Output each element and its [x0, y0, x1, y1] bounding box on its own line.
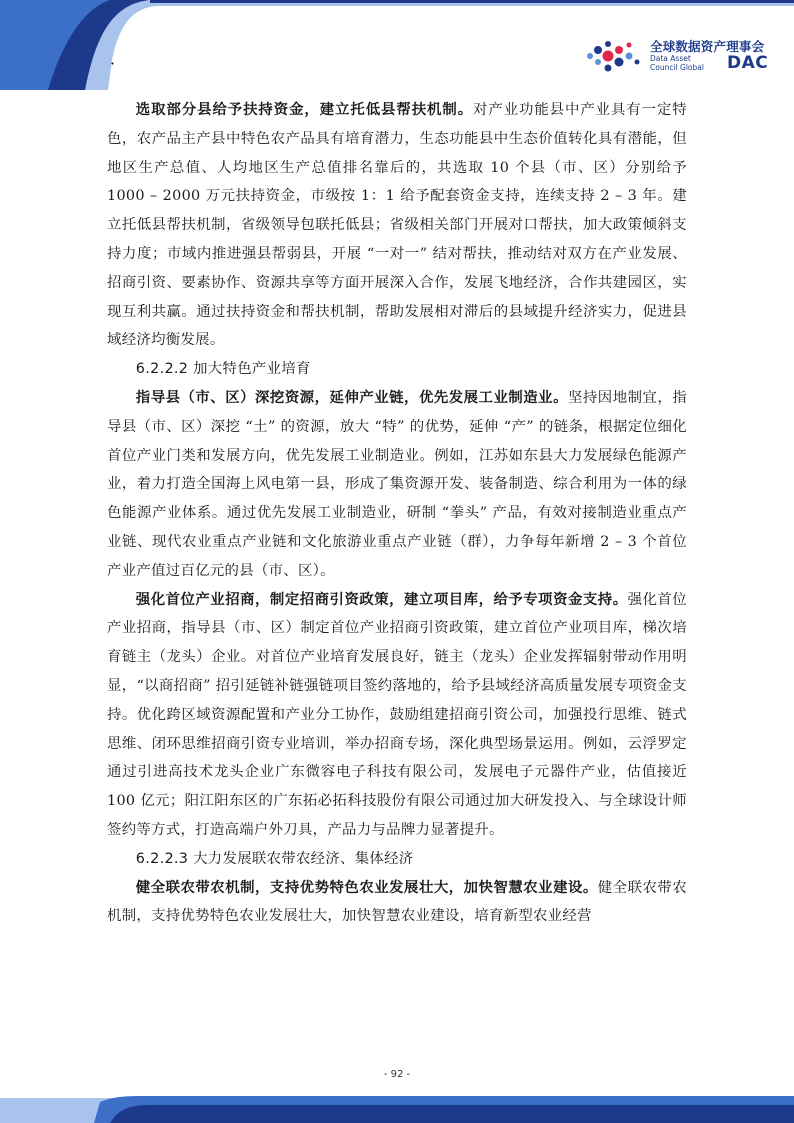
paragraph-text: 健全联农带农机制，支持优势特色农业发展壮大，加快智慧农业建设，培育新型农业经营 — [107, 879, 687, 925]
footer-band — [0, 1078, 794, 1123]
dac-logo — [584, 36, 784, 76]
paragraph — [107, 874, 687, 932]
paragraph-lead: 强化首位产业招商，制定招商引资政策，建立项目库，给予专项资金支持。 — [135, 590, 628, 608]
logo-name-en-line1: Data Asset — [650, 54, 691, 63]
section-heading: 6.2.2.3 大力发展联农带农经济、集体经济 — [135, 850, 414, 867]
paragraph-lead: 健全联农带农机制，支持优势特色农业发展壮大，加快智慧农业建设。 — [135, 878, 598, 896]
paragraph-lead: 指导县（市、区）深挖资源，延伸产业链，优先发展工业制造业。 — [135, 388, 568, 406]
logo-name-cn: 全球数据资产理事会 — [650, 39, 765, 54]
logo-dots-icon — [584, 36, 644, 76]
page-number: - 92 - — [383, 1069, 411, 1080]
logo-abbr: DAC — [727, 53, 769, 73]
paragraph-text: 强化首位产业招商，指导县（市、区）制定首位产业招商引资政策，建立首位产业项目库，梯次培育链主（龙头）企业。对首位产业培育发展良好，链主（龙头）企业发挥辐射带动作用明显，“以商招商” 招引延链补链强链项目签约落地的，给予县域经济高质量发展专项资金支持。优化跨区域资源配置和产业分工协作，鼓励组建招商引资公司，加强投行思维、链式思维、闭环思维招商引资专业培训，举办招商专场，深化典型场景运用。例如，云浮罗定通过引进高技术龙头企业广东微容电子科技有限公司，发展电子元器件产业，估值接近 100 亿元；阳江阳东区的广东拓必拓科技股份有限公司通过加大研发投入、与全球设计师签约等方式，打造高端户外刀具，产品力与品牌力显著提升。 — [107, 591, 687, 838]
document-body — [107, 96, 687, 931]
paragraph — [107, 96, 687, 355]
paragraph-text: 对产业功能县中产业具有一定特色，农产品主产县中特色农产品具有培育潜力，生态功能县中生态价值转化具有潜能，但地区生产总值、人均地区生产总值排名靠后的，共选取 10 个县（市、区）分别给予 1000 – 2000 万元扶持资金，市级按 1：1 给予配套资金支持，连续支持 2 – 3 年。建立托低县帮扶机制，省级领导包联托低县；省级相关部门开展对口帮扶，加大政策倾斜支持力度；市域内推进强县帮弱县，开展 “一对一” 结对帮扶，推动结对双方在产业发展、招商引资、要素协作、资源共享等方面开展深入合作，发展飞地经济，合作共建园区，实现互利共赢。通过扶持资金和帮扶机制，帮助发展相对滞后的县域提升经济实力，促进县域经济均衡发展。 — [107, 102, 687, 349]
paragraph-text: 坚持因地制宜，指导县（市、区）深挖 “土” 的资源，放大 “特” 的优势，延伸 “产” 的链条，根据定位细化首位产业门类和发展方向，优先发展工业制造业。例如，江苏如东县大力发展绿色能源产业，着力打造全国海上风电第一县，形成了集资源开发、装备制造、综合利用为一体的绿色能源产业体系。通过优先发展工业制造业，研制 “拳头” 产品，有效对接制造业重点产业链、现代农业重点产业链和文化旅游业重点产业链（群），力争每年新增 2 – 3 个首位产业产值过百亿元的县（市、区）。 — [107, 389, 687, 579]
logo-name-en — [650, 54, 704, 72]
header-marker: · — [110, 54, 116, 73]
logo-name-en-line2: Council Global — [650, 63, 704, 72]
paragraph — [107, 384, 687, 586]
paragraph — [107, 586, 687, 845]
paragraph-lead: 选取部分县给予扶持资金，建立托低县帮扶机制。 — [135, 101, 474, 118]
footer-band-dark — [110, 1105, 794, 1123]
header-band-line — [150, 0, 794, 3]
section-heading: 6.2.2.2 加大特色产业培育 — [135, 361, 311, 378]
